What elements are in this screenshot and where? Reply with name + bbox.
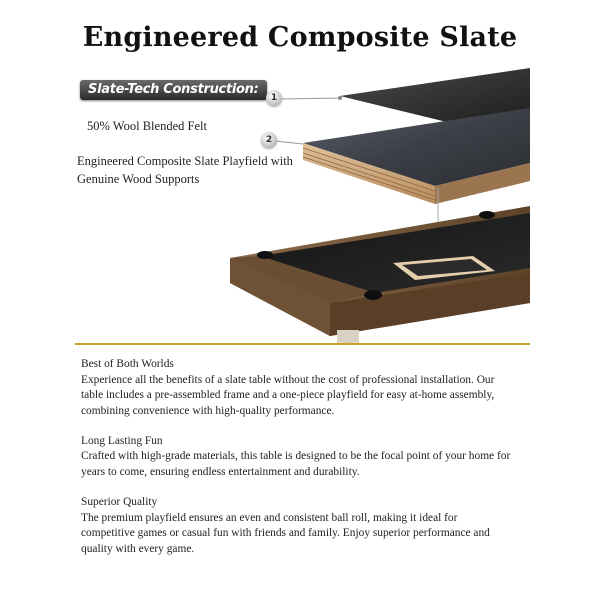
table-frame (230, 206, 530, 343)
construction-heading: Slate-Tech Construction: (80, 80, 267, 100)
section-best-of-both-worlds (81, 357, 511, 419)
page-title: Engineered Composite Slate (82, 22, 518, 53)
section-body: Experience all the benefits of a slate table without the cost of professional installation. Our table includes a pre-assembled frame and a one-piece playfield for easy at-home assembly, combining convenience with high-quality performance. (81, 373, 495, 417)
section-divider (75, 343, 530, 345)
section-long-lasting-fun (81, 434, 511, 481)
section-heading: Superior Quality (81, 495, 158, 508)
construction-diagram (75, 68, 530, 343)
slate-layer (303, 108, 530, 204)
section-body: Crafted with high-grade materials, this table is designed to be the focal point of your home for years to come, ensuring endless entertainment and durability. (81, 450, 511, 478)
section-superior-quality (81, 495, 511, 557)
section-heading: Best of Both Worlds (81, 358, 174, 370)
layer-2-marker: 2 (261, 132, 277, 148)
section-body: The premium playfield ensures an even and consistent ball roll, making it ideal for competitive games or casual fun with friends and family. Enjoy superior performance and quality with every game. (81, 511, 490, 555)
layer-2-label: Engineered Composite Slate Playfield with Genuine Wood Supports (77, 154, 293, 186)
feature-sections (81, 357, 511, 572)
table-illustration (75, 68, 530, 343)
layer-1-marker: 1 (266, 90, 282, 106)
layer-1-label: 50% Wool Blended Felt (87, 119, 207, 133)
section-heading: Long Lasting Fun (81, 434, 163, 447)
